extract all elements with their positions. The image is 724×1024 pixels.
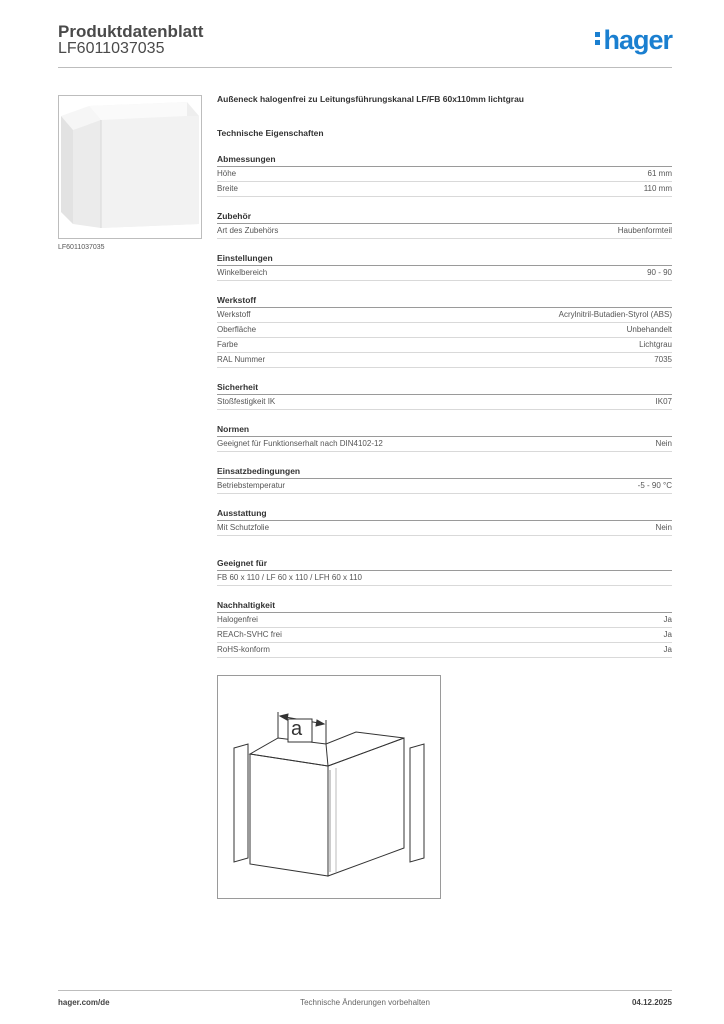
spec-value: Ja	[663, 645, 672, 654]
spec-label: REACh-SVHC frei	[217, 630, 282, 639]
spec-value: 110 mm	[643, 184, 672, 193]
group-title: Sicherheit	[217, 382, 672, 395]
dimension-label: a	[291, 718, 303, 740]
spec-group-nachhaltigkeit	[217, 600, 672, 658]
group-title: Werkstoff	[217, 295, 672, 308]
logo-text: hager	[603, 25, 672, 55]
technical-drawing	[217, 675, 441, 899]
product-photo	[58, 95, 202, 239]
spec-label: Oberfläche	[217, 325, 257, 334]
spec-group-einstellungen	[217, 253, 672, 281]
spec-row	[217, 479, 672, 494]
group-title: Einsatzbedingungen	[217, 466, 672, 479]
spec-value: Nein	[655, 439, 672, 448]
spec-value: 90 - 90	[647, 268, 672, 277]
header-divider	[58, 67, 672, 68]
document-footer	[58, 998, 672, 1010]
spec-value: Ja	[663, 615, 672, 624]
corner-piece-photo-icon	[59, 96, 201, 238]
specification-column	[217, 94, 672, 690]
document-header	[58, 22, 672, 70]
corner-drawing-icon	[218, 676, 440, 898]
spec-label: Halogenfrei	[217, 615, 258, 624]
image-caption: LF6011037035	[58, 244, 105, 251]
spec-label: Mit Schutzfolie	[217, 523, 270, 532]
footer-website-link[interactable]: hager.com/de	[58, 998, 110, 1007]
spec-row	[217, 628, 672, 643]
spec-label: FB 60 x 110 / LF 60 x 110 / LFH 60 x 110	[217, 573, 362, 582]
spec-label: Winkelbereich	[217, 268, 268, 277]
spec-group-zubehoer	[217, 211, 672, 239]
spec-group-sicherheit	[217, 382, 672, 410]
spec-label: Art des Zubehörs	[217, 226, 279, 235]
spec-label: RoHS-konform	[217, 645, 270, 654]
group-title: Geeignet für	[217, 558, 672, 571]
document-title: Produktdatenblatt	[58, 22, 204, 41]
spec-value: Nein	[655, 523, 672, 532]
section-heading: Technische Eigenschaften	[217, 128, 324, 138]
spec-group-ausstattung	[217, 508, 672, 536]
footer-divider	[58, 990, 672, 991]
spec-value: Haubenformteil	[617, 226, 672, 235]
spec-row	[217, 571, 672, 586]
spec-row	[217, 323, 672, 338]
footer-date: 04.12.2025	[631, 998, 672, 1007]
spec-value: 61 mm	[647, 169, 672, 178]
spec-row	[217, 338, 672, 353]
spec-row	[217, 437, 672, 452]
spec-row	[217, 224, 672, 239]
spec-value: Lichtgrau	[639, 340, 672, 349]
spec-label: Höhe	[217, 169, 237, 178]
group-title: Nachhaltigkeit	[217, 600, 672, 613]
group-title: Abmessungen	[217, 154, 672, 167]
spec-value: Acrylnitril-Butadien-Styrol (ABS)	[558, 310, 672, 319]
spec-label: Stoßfestigkeit IK	[217, 397, 276, 406]
spec-row	[217, 613, 672, 628]
spec-row	[217, 182, 672, 197]
group-title: Ausstattung	[217, 508, 672, 521]
spec-row	[217, 308, 672, 323]
spec-group-normen	[217, 424, 672, 452]
spec-value: Unbehandelt	[626, 325, 672, 334]
spec-label: Betriebstemperatur	[217, 481, 286, 490]
spec-row	[217, 643, 672, 658]
group-title: Einstellungen	[217, 253, 672, 266]
spec-group-einsatzbedingungen	[217, 466, 672, 494]
group-title: Normen	[217, 424, 672, 437]
logo-dots-icon	[595, 28, 600, 47]
spec-row	[217, 167, 672, 182]
hager-logo	[595, 25, 672, 56]
spec-group-geeignet	[217, 558, 672, 586]
spec-group-abmessungen	[217, 154, 672, 197]
spec-label: RAL Nummer	[217, 355, 266, 364]
group-title: Zubehör	[217, 211, 672, 224]
spec-value: Ja	[663, 630, 672, 639]
spec-value: -5 - 90 °C	[637, 481, 672, 490]
spec-row	[217, 521, 672, 536]
spec-label: Werkstoff	[217, 310, 251, 319]
spec-label: Breite	[217, 184, 238, 193]
spec-group-werkstoff	[217, 295, 672, 368]
product-number: LF6011037035	[58, 40, 165, 57]
product-title: Außeneck halogenfrei zu Leitungsführungskanal LF/FB 60x110mm lichtgrau	[217, 94, 525, 104]
spec-row	[217, 266, 672, 281]
spec-label: Farbe	[217, 340, 238, 349]
spec-row	[217, 353, 672, 368]
spec-row	[217, 395, 672, 410]
spec-label: Geeignet für Funktionserhalt nach DIN4102-12	[217, 439, 383, 448]
footer-notice: Technische Änderungen vorbehalten	[300, 998, 430, 1007]
spec-value: IK07	[655, 397, 672, 406]
spec-value: 7035	[654, 355, 672, 364]
